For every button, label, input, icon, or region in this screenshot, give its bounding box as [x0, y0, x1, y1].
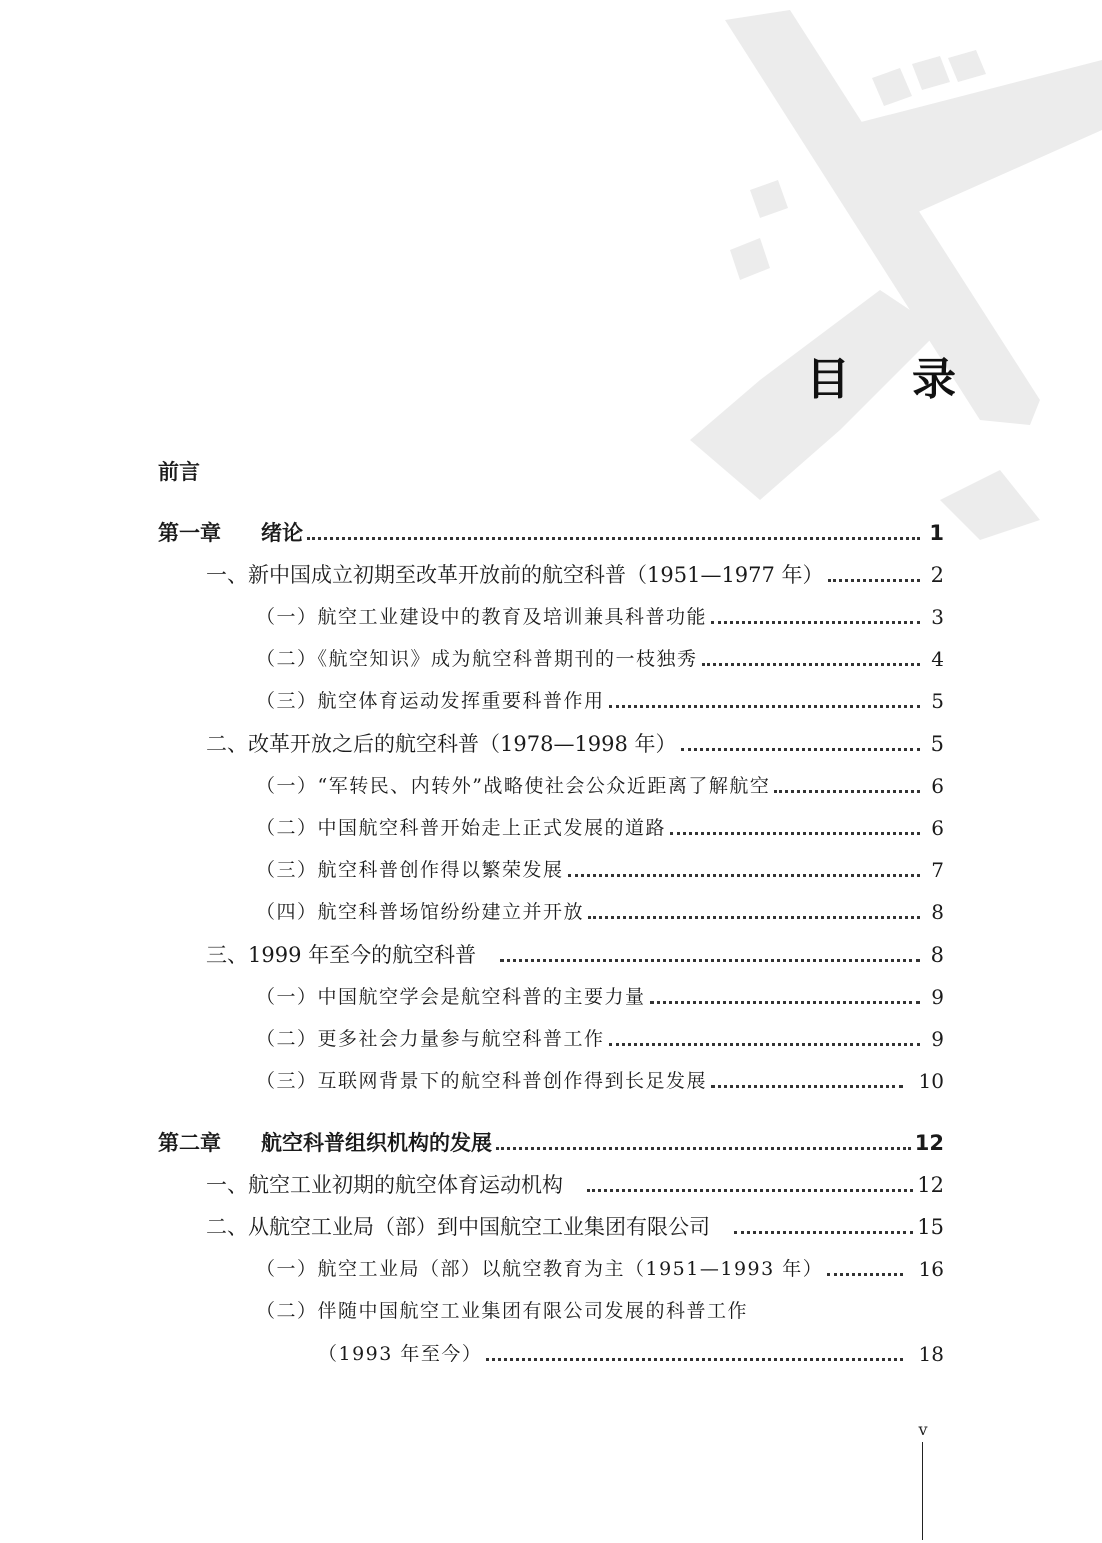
toc-entry[interactable] [256, 980, 944, 1014]
toc-label: （一）“军转民、内转外”战略使社会公众近距离了解航空 [256, 775, 771, 797]
toc-page-number: 6 [931, 816, 944, 840]
toc-label: 二、改革开放之后的航空科普（1978—1998 年） [206, 732, 677, 756]
toc-entry[interactable] [206, 1168, 944, 1202]
toc-page-number: 3 [931, 605, 944, 629]
toc-page-number: 5 [931, 689, 944, 713]
toc-page-number: 1 [929, 521, 944, 545]
toc-entry[interactable] [256, 684, 944, 718]
toc-entry[interactable] [256, 642, 944, 676]
toc-page-number: 12 [914, 1131, 944, 1155]
toc-leader-dots [650, 1000, 920, 1004]
title-char-2: 录 [912, 354, 956, 405]
toc-leader-dots [588, 915, 920, 919]
toc-entry[interactable] [256, 1022, 944, 1056]
toc-leader-dots [828, 578, 920, 582]
toc-page-number: 7 [931, 858, 944, 882]
toc-entry[interactable] [206, 727, 944, 761]
toc-entry-chapter-1[interactable] [158, 516, 944, 550]
toc-page-number: 16 [918, 1257, 944, 1281]
toc-entry[interactable] [256, 895, 944, 929]
toc-leader-dots [827, 1272, 902, 1276]
toc-label: 三、1999 年至今的航空科普 [206, 943, 477, 967]
toc-leader-dots [774, 789, 920, 793]
toc-entry[interactable] [256, 853, 944, 887]
toc-label: （一）中国航空学会是航空科普的主要力量 [256, 986, 646, 1008]
toc-label: （四）航空科普场馆纷纷建立并开放 [256, 901, 585, 923]
title-char-1: 目 [806, 354, 850, 405]
toc-entry[interactable] [256, 1252, 944, 1286]
toc-entry[interactable] [256, 1294, 944, 1328]
toc-entry[interactable] [256, 811, 944, 845]
toc-page-number: 4 [931, 647, 944, 671]
toc-label: （二）《航空知识》成为航空科普期刊的一枝独秀 [256, 648, 698, 670]
toc-label: （二）更多社会力量参与航空科普工作 [256, 1028, 605, 1050]
toc-entry-preface[interactable] [158, 455, 944, 489]
toc-label: （一）航空工业局（部）以航空教育为主（1951—1993 年） [256, 1258, 824, 1280]
toc-label: （三）互联网背景下的航空科普创作得到长足发展 [256, 1070, 708, 1092]
toc-page-number: 8 [930, 943, 944, 967]
toc-leader-dots [670, 831, 920, 835]
toc-leader-dots [681, 747, 920, 751]
toc-label: 航空科普组织机构的发展 [261, 1131, 492, 1155]
toc-leader-dots [568, 873, 920, 877]
toc-leader-dots [500, 958, 920, 962]
toc-leader-dots [702, 662, 920, 666]
page-folio: v [918, 1420, 928, 1439]
toc-entry[interactable] [206, 1210, 944, 1244]
toc-entry[interactable] [318, 1337, 944, 1371]
toc-page-number: 15 [917, 1215, 944, 1239]
toc-label: （一）航空工业建设中的教育及培训兼具科普功能 [256, 606, 708, 628]
toc-page-number: 8 [931, 900, 944, 924]
toc-page-number: 9 [931, 985, 944, 1009]
toc-page-number: 2 [930, 563, 944, 587]
toc-entry-chapter-2[interactable] [158, 1126, 944, 1160]
toc-page-number: 9 [931, 1027, 944, 1051]
toc-label: 绪论 [261, 521, 303, 545]
toc-label: 前言 [158, 460, 200, 484]
toc-page-number: 5 [930, 732, 944, 756]
toc-entry[interactable] [256, 1064, 944, 1098]
toc-leader-dots [609, 1042, 920, 1046]
toc-label: （二）伴随中国航空工业集团有限公司发展的科普工作 [256, 1300, 749, 1322]
toc-page-number: 18 [918, 1342, 944, 1366]
toc-leader-dots [587, 1188, 913, 1192]
toc-page-number: 6 [931, 774, 944, 798]
toc-page-number: 12 [917, 1173, 944, 1197]
toc-entry[interactable] [256, 600, 944, 634]
toc-label: （三）航空科普创作得以繁荣发展 [256, 859, 564, 881]
toc-entry[interactable] [256, 769, 944, 803]
toc-leader-dots [711, 620, 920, 624]
toc-page-number: 10 [918, 1069, 944, 1093]
toc-leader-dots [496, 1146, 911, 1150]
toc-entry[interactable] [206, 938, 944, 972]
toc-label: 一、新中国成立初期至改革开放前的航空科普（1951—1977 年） [206, 563, 824, 587]
toc-chapter-number: 第二章 [158, 1131, 221, 1155]
toc-label: 二、从航空工业局（部）到中国航空工业集团有限公司 [206, 1215, 710, 1239]
toc-leader-dots [609, 704, 920, 708]
toc-leader-dots [307, 536, 920, 540]
toc-leader-dots [734, 1230, 913, 1234]
toc-label: （1993 年至今） [318, 1343, 483, 1365]
toc-entry[interactable] [206, 558, 944, 592]
margin-rule [922, 1442, 923, 1540]
toc-label: （二）中国航空科普开始走上正式发展的道路 [256, 817, 667, 839]
toc-label: （三）航空体育运动发挥重要科普作用 [256, 690, 605, 712]
toc-chapter-number: 第一章 [158, 521, 221, 545]
toc-label: 一、航空工业初期的航空体育运动机构 [206, 1173, 563, 1197]
toc-leader-dots [486, 1357, 902, 1361]
toc-leader-dots [711, 1084, 903, 1088]
